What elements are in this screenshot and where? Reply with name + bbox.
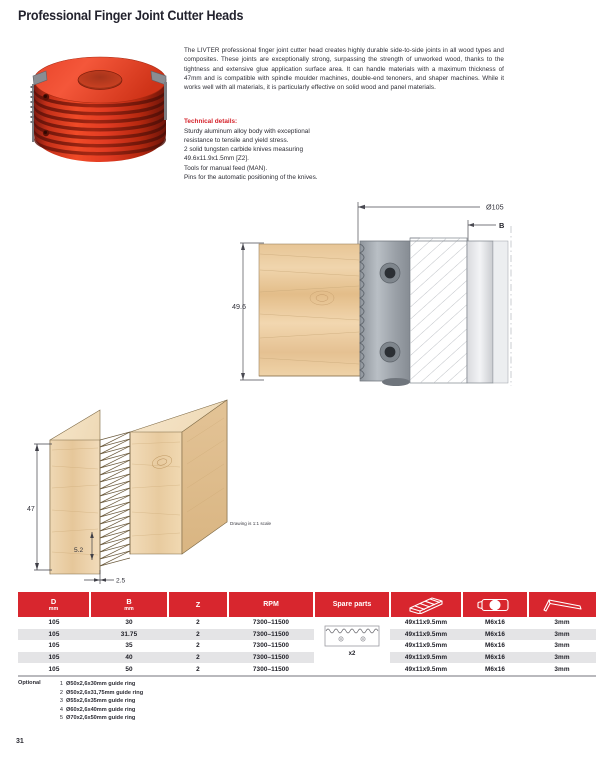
- cell-screw: M6x16: [462, 629, 528, 641]
- cross-section-drawing: [224, 196, 604, 386]
- cell-b: 35: [125, 642, 133, 650]
- cell-z: 2: [196, 665, 200, 673]
- optional-item-text: Ø55x2,6x35mm guide ring: [66, 698, 136, 705]
- technical-line: 49.6x11.9x1.5mm [Z2].: [184, 155, 249, 163]
- page-number: 31: [16, 738, 24, 745]
- cell-allen-key: 3mm: [528, 652, 596, 664]
- cell-b: 31.75: [90, 629, 168, 641]
- technical-line: resistance to tensile and yield stress.: [184, 136, 289, 144]
- optional-item-number: 4: [59, 706, 63, 713]
- optional-item-text: Ø60x2,6x40mm guide ring: [66, 706, 136, 713]
- allen-key-icon: [529, 596, 596, 614]
- scale-note: Drawing is 1:1 scale: [230, 521, 272, 526]
- cell-rpm: 7300–11500: [228, 629, 314, 641]
- technical-details: [184, 117, 504, 182]
- header-cell-allen-key: [528, 592, 596, 617]
- header-cell-knife: [390, 592, 462, 617]
- technical-details-heading: Technical details:: [184, 118, 238, 125]
- cell-z: 2: [168, 652, 228, 664]
- table-row: [18, 617, 596, 629]
- header-cell-b: [90, 592, 168, 617]
- cell-allen-key: 3mm: [554, 665, 570, 673]
- optional-item: [54, 697, 143, 706]
- table-header-row: [18, 592, 596, 617]
- cell-b: 40: [90, 652, 168, 664]
- optional-item: [54, 689, 143, 698]
- optional-item: [54, 714, 143, 723]
- optional-item-number: 5: [59, 715, 63, 722]
- product-photo: [20, 42, 180, 177]
- header-cell-d: [18, 592, 90, 617]
- cell-d: 105: [48, 642, 60, 650]
- cell-screw: M6x16: [484, 619, 506, 627]
- optional-item-text: Ø50x2,6x31,75mm guide ring: [66, 689, 144, 696]
- technical-line: Tools for manual feed (MAN).: [184, 164, 268, 172]
- header-cell-z: [168, 592, 228, 617]
- technical-line: Sturdy aluminum alloy body with exceptional: [184, 127, 310, 135]
- product-description: The LIVTER professional finger joint cutter head creates highly durable side-to-side joints in all wood types and composites. These joints are exceptionally strong, surpassing the strength of unworked wood, thanks to the tightness and extensive glue application surface area. It can handle materials with a maximum thickness of 47mm and is compatible with spindle moulder machines, double-end tenoners, and shaper machines. While it works well with all materials, it is particularly effective on solid wood and panel materials.: [184, 47, 504, 92]
- cell-z: 2: [196, 619, 200, 627]
- cell-b: 30: [125, 619, 133, 627]
- cell-d: 105: [48, 665, 60, 673]
- header-label-d: D: [50, 596, 57, 606]
- cell-rpm: 7300–11500: [252, 619, 290, 627]
- pitch-label: 2.5: [116, 577, 126, 585]
- specification-table: [18, 592, 596, 677]
- spare-knife-illustration: [324, 625, 380, 647]
- header-cell-screw: [462, 592, 528, 617]
- optional-item-text: Ø50x2,6x30mm guide ring: [66, 681, 136, 687]
- workpiece: [259, 244, 360, 376]
- width-label: B: [499, 220, 505, 230]
- optional-item-text: Ø70x2,6x50mm guide ring: [66, 715, 136, 722]
- cell-allen-key: 3mm: [554, 642, 570, 650]
- spare-parts-quantity: x2: [348, 651, 356, 657]
- table-bottom-rule: [18, 675, 596, 677]
- optional-item: [54, 680, 143, 689]
- cell-knife: 49x11x9.5mm: [390, 629, 462, 641]
- screw-icon: [463, 596, 527, 614]
- wood-block-right: [130, 400, 227, 554]
- cell-rpm: 7300–11500: [252, 665, 290, 673]
- width-dimension: [468, 220, 496, 242]
- block-height-label: 47: [27, 506, 35, 513]
- header-label-b: B: [126, 596, 132, 606]
- cell-d: 105: [18, 652, 90, 664]
- header-label-rpm: RPM: [263, 601, 279, 608]
- finger-joint-drawing: [22, 392, 284, 588]
- spindle-shaft: [467, 226, 511, 386]
- table-row: [18, 640, 596, 652]
- cell-screw: M6x16: [484, 665, 506, 673]
- cell-spare-parts: [314, 617, 390, 675]
- header-label-spare-parts: Spare parts: [332, 601, 372, 608]
- table-row: [18, 652, 596, 664]
- optional-item-number: 1: [59, 681, 63, 687]
- cell-rpm: 7300–11500: [252, 642, 290, 650]
- cell-z: 2: [168, 629, 228, 641]
- cell-knife: 49x11x9.5mm: [390, 652, 462, 664]
- cell-allen-key: 3mm: [528, 629, 596, 641]
- optional-item-number: 3: [59, 698, 63, 705]
- diameter-label: Ø105: [486, 202, 504, 212]
- cell-screw: M6x16: [484, 642, 506, 650]
- finger-length-label: 5.2: [74, 547, 84, 554]
- page-title: Professional Finger Joint Cutter Heads: [18, 8, 244, 23]
- cell-b: 50: [125, 665, 133, 673]
- cell-z: 2: [196, 642, 200, 650]
- header-label-z: Z: [195, 599, 201, 609]
- table-row: [18, 663, 596, 675]
- cell-knife: 49x11x9.5mm: [404, 642, 448, 650]
- cell-rpm: 7300–11500: [228, 652, 314, 664]
- height-label: 49.6: [232, 302, 246, 311]
- optional-label: Optional: [18, 680, 41, 686]
- header-unit-b: mm: [124, 605, 134, 612]
- finger-joint-profile: [100, 432, 130, 574]
- cell-allen-key: 3mm: [554, 619, 570, 627]
- cell-knife: 49x11x9.5mm: [404, 619, 448, 627]
- optional-item: [54, 706, 143, 715]
- header-cell-rpm: [228, 592, 314, 617]
- technical-line: 2 solid tungsten carbide knives measuring: [184, 146, 304, 154]
- cell-knife: 49x11x9.5mm: [404, 665, 448, 673]
- hatched-section: [410, 238, 467, 383]
- cell-d: 105: [48, 619, 60, 627]
- knife-icon: [391, 596, 461, 614]
- header-unit-d: mm: [48, 605, 59, 612]
- cell-screw: M6x16: [462, 652, 528, 664]
- optional-item-number: 2: [59, 689, 63, 696]
- cutter-head-body: [360, 241, 410, 386]
- technical-line: Pins for the automatic positioning of the knives.: [184, 173, 318, 181]
- table-row: [18, 629, 596, 641]
- header-cell-spare-parts: [314, 592, 390, 617]
- cell-d: 105: [18, 629, 90, 641]
- block-height-dimension: [34, 444, 52, 570]
